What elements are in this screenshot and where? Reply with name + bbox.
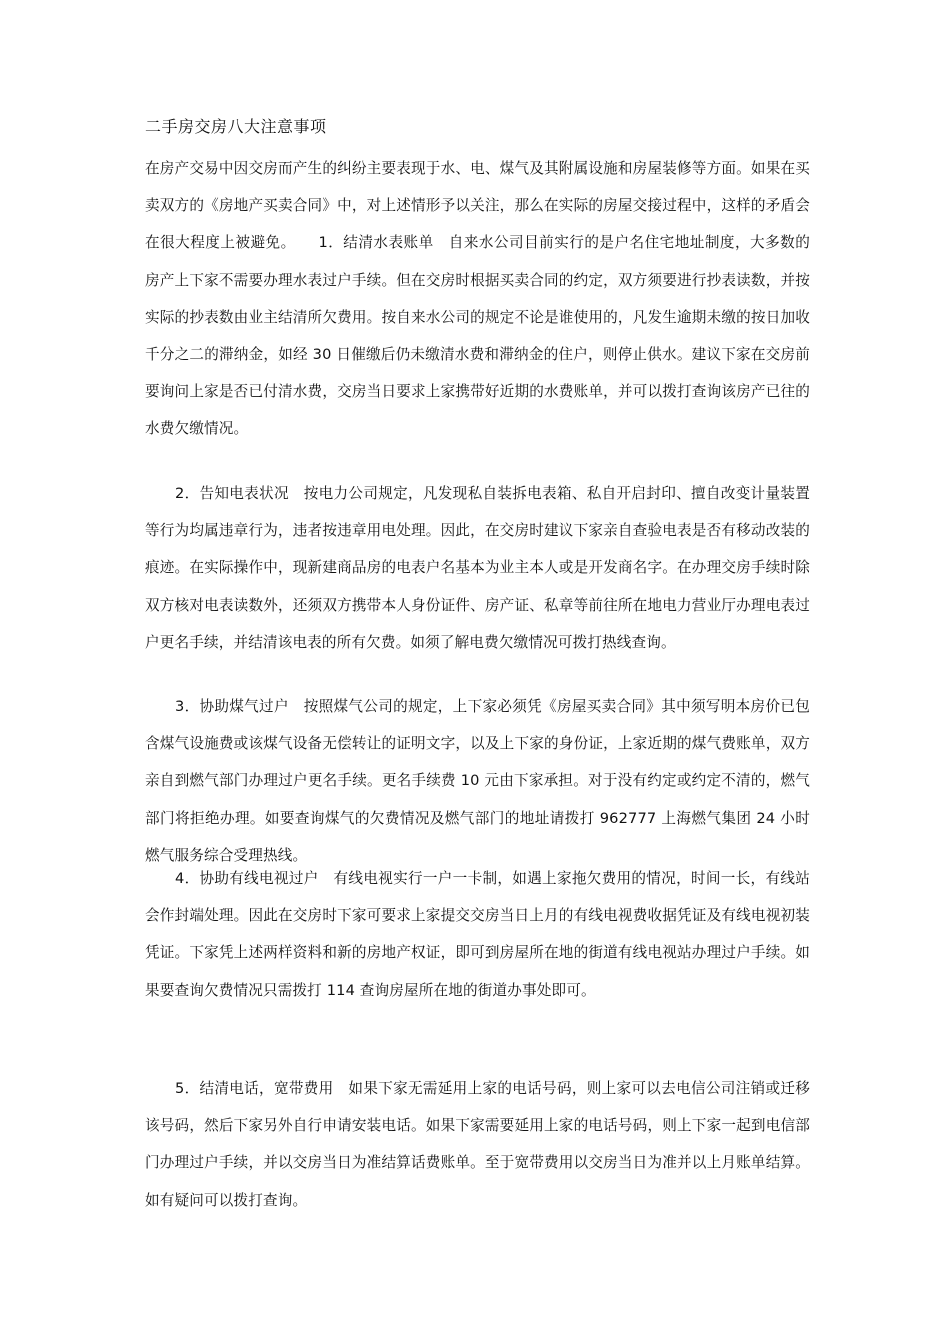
paragraph-cable-tv-transfer: 4．协助有线电视过户 有线电视实行一户一卡制，如遇上家拖欠费用的情况，时间一长，有线站会作封端处理。因此在交房时下家可要求上家提交交房当日上月的有线电视费收据凭证及有线电视初装凭证。下家凭上述两样资料和新的房地产权证，即可到房屋所在地的街道有线电视站办理过户手续。如果要查询欠费情况只需拨打 114 查询房屋所在地的街道办事处即可。 (145, 870, 810, 999)
paragraph-phone-broadband: 5．结清电话，宽带费用 如果下家无需延用上家的电话号码，则上家可以去电信公司注销或迁移该号码，然后下家另外自行申请安装电话。如果下家需要延用上家的电话号码，则上下家一起到电信部门办理过户手续，并以交房当日为准结算话费账单。至于宽带费用以交房当日为准并以上月账单结算。如有疑问可以拨打查询。 (145, 1080, 810, 1209)
document-title: 二手房交房八大注意事项 (145, 117, 327, 136)
paragraph-electric-meter: 2．告知电表状况 按电力公司规定，凡发现私自装拆电表箱、私自开启封印、擅自改变计量装置等行为均属违章行为，违者按违章用电处理。因此，在交房时建议下家亲自查验电表是否有移动改装的痕迹。在实际操作中，现新建商品房的电表户名基本为业主本人或是开发商名字。在办理交房手续时除双方核对电表读数外，还须双方携带本人身份证件、房产证、私章等前往所在地电力营业厅办理电表过户更名手续，并结清该电表的所有欠费。如须了解电费欠缴情况可拨打热线查询。 (145, 485, 810, 651)
paragraph-intro-water-meter: 在房产交易中因交房而产生的纠纷主要表现于水、电、煤气及其附属设施和房屋装修等方面。如果在买卖双方的《房地产买卖合同》中，对上述情形予以关注，那么在实际的房屋交接过程中，这样的矛盾会在很大程度上被避免。 1．结清水表账单 自来水公司目前实行的是户名住宅地址制度，大多数的房产上下家不需要办理水表过户手续。但在交房时根据买卖合同的约定，双方须要进行抄表读数，并按实际的抄表数由业主结清所欠费用。按自来水公司的规定不论是谁使用的，凡发生逾期未缴的按日加收千分之二的滞纳金，如经 30 日催缴后仍未缴清水费和滞纳金的住户，则停止供水。建议下家在交房前要询问上家是否已付清水费，交房当日要求上家携带好近期的水费账单，并可以拨打查询该房产已往的水费欠缴情况。 (145, 160, 810, 438)
paragraph-gas-transfer: 3．协助煤气过户 按照煤气公司的规定，上下家必须凭《房屋买卖合同》其中须写明本房价已包含煤气设施费或该煤气设备无偿转让的证明文字，以及上下家的身份证，上家近期的煤气费账单，双方亲自到燃气部门办理过户更名手续。更名手续费 10 元由下家承担。对于没有约定或约定不清的，燃气部门将拒绝办理。如要查询煤气的欠费情况及燃气部门的地址请拨打 962777 上海燃气集团 24 小时燃气服务综合受理热线。 (145, 698, 810, 864)
